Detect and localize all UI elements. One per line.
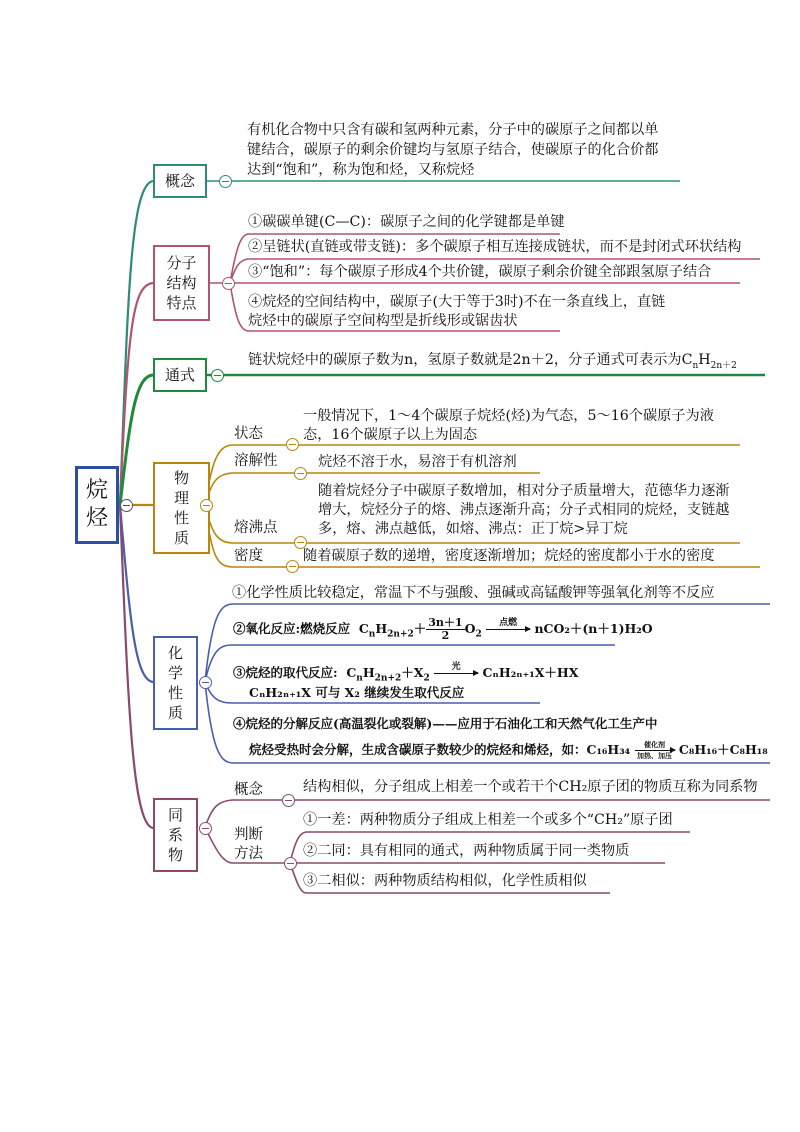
concept-line-2: 键结合，碳原子的剩余价键均与氢原子结合，使碳原子的化合价都 bbox=[247, 142, 659, 158]
cracking-cond-bottom: 加热、加压 bbox=[637, 751, 673, 760]
state-line-1: 一般情况下，1～4个碳原子烷烃(烃)为气态，5～16个碳原子为液 bbox=[303, 408, 714, 424]
oxidation-fraction bbox=[426, 617, 464, 642]
connector-chemical bbox=[120, 505, 153, 682]
chemical-label-1: 化 bbox=[167, 643, 183, 662]
judge-label-1: 判断 bbox=[234, 827, 263, 843]
physical-label-2: 理 bbox=[173, 488, 189, 507]
homolog-concept-collapse-icon[interactable] bbox=[282, 794, 295, 807]
oxidation-reactant: $C_nH_{2n+2}+$ bbox=[354, 621, 427, 640]
judge-collapse-icon[interactable] bbox=[284, 857, 297, 870]
structure-item-1: ①碳碳单键(C—C)：碳原子之间的化学键都是单键 bbox=[248, 214, 565, 230]
density-collapse-icon[interactable] bbox=[286, 560, 299, 573]
formula-node bbox=[153, 358, 207, 392]
state-label: 状态 bbox=[234, 426, 263, 442]
boiling-line-1: 随着烷烃分子中碳原子数增加，相对分子质量增大，范德华力逐渐 bbox=[318, 483, 730, 499]
judge-item-1: ①一差：两种物质分子组成上相差一个或多个“CH₂”原子团 bbox=[303, 812, 673, 828]
judge-label-2: 方法 bbox=[234, 846, 263, 862]
formula-h: H bbox=[698, 352, 711, 368]
physical-label-1: 物 bbox=[173, 468, 189, 487]
judge-item-3: ③二相似：两种物质结构相似，化学性质相似 bbox=[303, 873, 587, 889]
homolog-concept-label: 概念 bbox=[234, 782, 263, 798]
chemical-label-2: 学 bbox=[167, 663, 183, 682]
homolog-label-2: 系 bbox=[167, 825, 183, 844]
cracking-text: 烷烃受热时会分解，生成含碳原子数较少的烷烃和烯烃，如：C₁₆H₃₄ bbox=[249, 742, 631, 757]
structure-item-3: ③“饱和”：每个碳原子形成4个共价键，碳原子剩余价键全部跟氢原子结合 bbox=[248, 264, 712, 280]
solubility-label: 溶解性 bbox=[234, 453, 278, 469]
chemical-item-4-line2 bbox=[249, 741, 768, 760]
structure-label-1: 分子 bbox=[166, 253, 197, 272]
formula-n: n bbox=[692, 360, 699, 371]
concept-node bbox=[153, 164, 207, 198]
oxidation-products: nCO₂＋(n＋1)H₂O bbox=[534, 621, 653, 636]
physical-collapse-icon[interactable] bbox=[200, 499, 213, 512]
chemical-collapse-icon[interactable] bbox=[199, 676, 212, 689]
oxidation-prefix: ②氧化反应:燃烧反应 bbox=[233, 621, 351, 636]
structure-item-4: ④烷烃的空间结构中，碳原子(大于等于3时)不在一条直线上，直链 bbox=[248, 294, 666, 310]
cracking-arrow bbox=[635, 741, 675, 760]
root-title bbox=[75, 466, 119, 544]
chemical-item-3 bbox=[233, 662, 578, 685]
substitution-products: CₙH₂ₙ₊₁X＋HX bbox=[482, 665, 579, 680]
homolog-label-1: 同 bbox=[167, 805, 183, 824]
cracking-products: C₈H₁₆＋C₈H₁₈ bbox=[678, 742, 768, 757]
concept-collapse-icon[interactable] bbox=[219, 175, 232, 188]
concept-line-3: 达到“饱和”，称为饱和烃，又称烷烃 bbox=[247, 162, 475, 178]
formula-sentence: 链状烷烃中的碳原子数为n，氢原子数就是2n＋2，分子通式可表示为 bbox=[248, 352, 682, 368]
oxidation-o2: $O_2$ bbox=[464, 621, 482, 640]
substitution-prefix: ③烷烃的取代反应: bbox=[233, 665, 338, 680]
state-collapse-icon[interactable] bbox=[286, 438, 299, 451]
solubility-collapse-icon[interactable] bbox=[294, 467, 307, 480]
homolog-concept-text: 结构相似，分子组成上相差一个或若干个CH₂原子团的物质互称为同系物 bbox=[303, 779, 758, 795]
oxidation-condition: 点燃 bbox=[499, 618, 518, 628]
chemical-item-2 bbox=[233, 617, 653, 642]
density-text: 随着碳原子数的递增，密度逐渐增加；烷烃的密度都小于水的密度 bbox=[303, 548, 715, 564]
boiling-line-3: 多，熔、沸点越低，如熔、沸点：正丁烷>异丁烷 bbox=[318, 521, 628, 537]
concept-label: 概念 bbox=[164, 171, 195, 190]
substitution-condition: 光 bbox=[451, 662, 461, 672]
state-line-2: 态，16个碳原子以上为固态 bbox=[303, 427, 478, 443]
formula-label: 通式 bbox=[164, 365, 195, 384]
homolog-label-3: 物 bbox=[167, 846, 183, 865]
structure-collapse-icon[interactable] bbox=[222, 277, 235, 290]
chemical-label-4: 质 bbox=[167, 704, 183, 723]
structure-label-3: 特点 bbox=[166, 294, 197, 313]
judge-item-2: ②二同：具有相同的通式，两种物质属于同一类物质 bbox=[303, 843, 630, 859]
chemical-item-4-line1: ④烷烃的分解反应(高温裂化或裂解)——应用于石油化工和天然气化工生产中 bbox=[233, 716, 658, 731]
oxidation-frac-num: 3n＋1 bbox=[428, 616, 463, 629]
homolog-collapse-icon[interactable] bbox=[199, 822, 212, 835]
concept-line-1: 有机化合物中只含有碳和氢两种元素，分子中的碳原子之间都以单 bbox=[247, 122, 659, 138]
substitution-reactant: $C_nH_{2n+2}+X_2$ bbox=[341, 665, 430, 684]
chemical-item-1: ①化学性质比较稳定，常温下不与强酸、强碱或高锰酸钾等强氧化剂等不反应 bbox=[232, 585, 715, 601]
structure-item-5: 烷烃中的碳原子空间构型是折线形或锯齿状 bbox=[248, 313, 518, 329]
chemical-item-3-line2: CₙH₂ₙ₊₁X 可与 X₂ 继续发生取代反应 bbox=[249, 685, 465, 700]
chemical-node bbox=[153, 636, 198, 730]
substitution-arrow bbox=[434, 662, 478, 685]
formula-sub: 2n＋2 bbox=[710, 360, 737, 371]
boiling-label: 熔沸点 bbox=[234, 520, 278, 536]
oxidation-arrow bbox=[486, 618, 530, 641]
root-title-char-1: 烷 bbox=[85, 478, 108, 503]
solubility-text: 烷烃不溶于水，易溶于有机溶剂 bbox=[318, 454, 517, 470]
root-title-char-2: 烃 bbox=[85, 506, 108, 531]
homolog-node bbox=[153, 798, 198, 872]
boiling-line-2: 增大，烷烃分子的熔、沸点逐渐升高；分子式相同的烷烃，支链越 bbox=[318, 502, 730, 518]
density-label: 密度 bbox=[234, 548, 263, 564]
structure-label-2: 结构 bbox=[166, 273, 197, 292]
cracking-cond-top: 催化剂 bbox=[644, 740, 666, 749]
chemical-label-3: 性 bbox=[167, 684, 183, 702]
formula-text bbox=[248, 350, 737, 370]
formula-collapse-icon[interactable] bbox=[211, 369, 224, 382]
physical-label-3: 性 bbox=[173, 509, 189, 527]
structure-node bbox=[153, 245, 210, 321]
formula-c: C bbox=[681, 352, 693, 368]
physical-label-4: 质 bbox=[173, 529, 189, 548]
structure-item-2: ②呈链状(直链或带支链)：多个碳原子相互连接成链状，而不是封闭式环状结构 bbox=[248, 239, 742, 255]
oxidation-frac-den: 2 bbox=[441, 629, 450, 642]
root-collapse-icon[interactable] bbox=[120, 499, 133, 512]
